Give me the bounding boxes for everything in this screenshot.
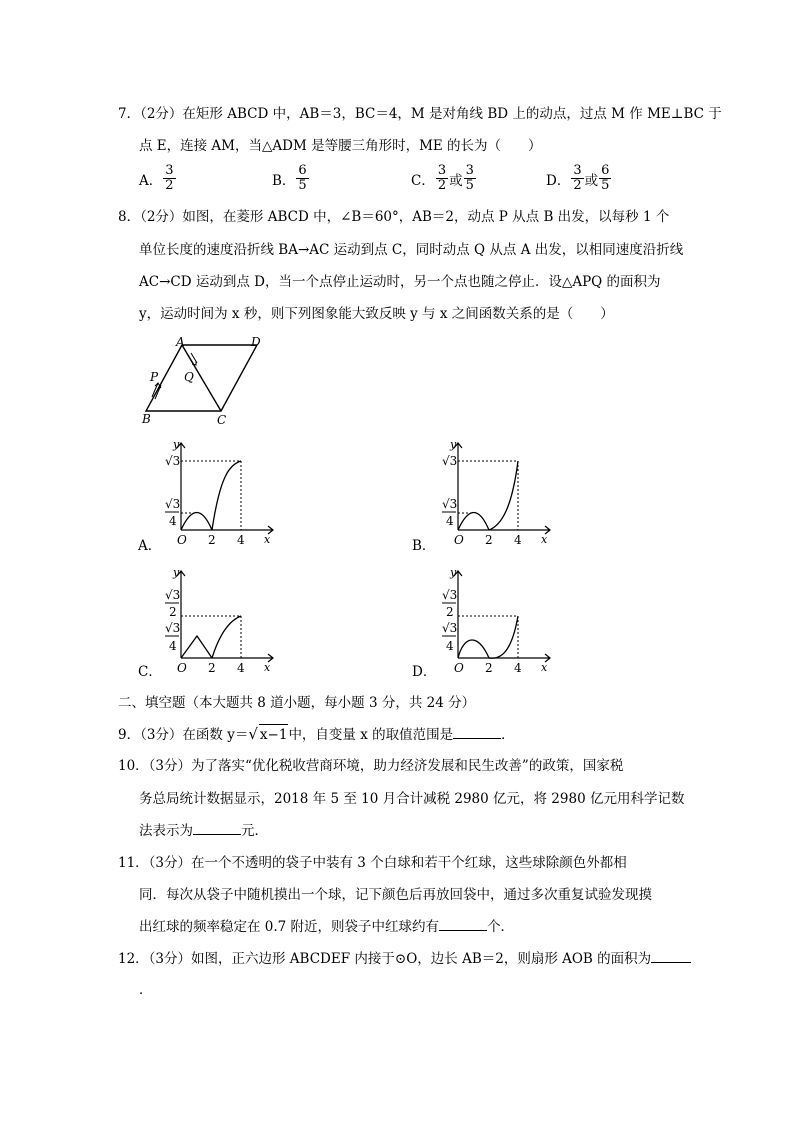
graph-a (155, 437, 285, 547)
tick-2: 2 (485, 661, 493, 675)
fraction: $\frac{3}{2}$ (573, 163, 582, 193)
q7-option-a[interactable]: A． $\frac{3}{2}$ (139, 163, 174, 193)
answer-blank[interactable] (439, 917, 487, 931)
label-q: Q (184, 370, 194, 384)
tick-root3-half-den: 2 (446, 605, 454, 619)
tick-4: 4 (237, 661, 245, 675)
fraction: $\frac{3}{2}$ (437, 163, 447, 193)
q10-line2: 务总局统计数据显示，2018 年 5 至 10 月合计减税 2980 亿元，将 2980 亿元用科学记数 (139, 791, 685, 807)
label-a: A (176, 335, 185, 349)
section-2-heading: 二、填空题（本大题共 8 道小题，每小题 3 分，共 24 分） (118, 695, 476, 711)
q10-line3: 法表示为 元． (139, 823, 268, 839)
q11-line1: 11．（3分）在一个不透明的袋子中装有 3 个白球和若干个红球，这些球除颜色外都相 (118, 855, 627, 871)
label-c: C (217, 413, 227, 427)
graph-a-label[interactable]: A． (138, 538, 162, 554)
label-d: D (251, 335, 261, 349)
q11-line3: 出红球的频率稳定在 0.7 附近，则袋子中红球约有 个． (139, 919, 515, 935)
fraction: $\frac{3}{5}$ (465, 163, 474, 193)
tick-root3-num: √3 (442, 497, 458, 511)
y-label: y (173, 438, 180, 451)
q7-option-d[interactable]: D． $\frac{3}{2}$ 或 $\frac{6}{5}$ (546, 163, 610, 193)
answer-blank[interactable] (651, 949, 691, 963)
rhombus-figure (140, 333, 270, 428)
origin-label: O (177, 533, 187, 547)
tick-2: 2 (208, 533, 216, 547)
tick-2: 2 (208, 661, 216, 675)
fraction: $\frac{6}{5}$ (298, 163, 307, 193)
label-p: P (150, 370, 159, 384)
y-label: y (173, 566, 180, 579)
q12-line2: ． (139, 982, 153, 998)
q8-line2: 单位长度的速度沿折线 BA→AC 运动到点 C，同时动点 Q 从点 A 出发，以相同速度沿折线 (139, 242, 684, 258)
graph-c (155, 565, 285, 675)
origin-label: O (177, 661, 187, 675)
graph-d-label[interactable]: D． (412, 664, 437, 680)
q7-option-b[interactable]: B． $\frac{6}{5}$ (272, 163, 307, 193)
fraction: $\frac{6}{5}$ (601, 163, 610, 193)
answer-blank[interactable] (453, 725, 501, 739)
label-b: B (142, 412, 151, 426)
q12-line1: 12．（3分）如图，正六边形 ABCDEF 内接于⊙O，边长 AB＝2，则扇形 AOB 的面积为 (118, 949, 691, 969)
origin-label: O (454, 661, 464, 675)
tick-root3: √3 (442, 454, 458, 468)
q7-line2: 点 E，连接 AM，当△ADM 是等腰三角形时，ME 的长为（ ） (139, 138, 542, 154)
tick-root3-half-den: 2 (169, 605, 177, 619)
fraction: $\frac{3}{2}$ (165, 163, 174, 193)
q11-line2: 同．每次从袋子中随机摸出一个球，记下颜色后再放回袋中，通过多次重复试验发现摸 (139, 887, 652, 903)
tick-root3-num: √3 (165, 621, 181, 635)
tick-root3-num: √3 (165, 497, 181, 511)
x-label: x (264, 533, 271, 546)
y-label: y (450, 438, 457, 451)
y-label: y (450, 566, 457, 579)
graph-c-label[interactable]: C． (138, 664, 162, 680)
radicand: x−1 (259, 724, 289, 745)
tick-root3: √3 (165, 454, 181, 468)
q7-option-c[interactable]: C． $\frac{3}{2}$ 或 $\frac{3}{5}$ (411, 163, 474, 193)
q7-line1: 7．（2分）在矩形 ABCD 中，AB＝3，BC＝4，M 是对角线 BD 上的动点，过点 M 作 ME⊥BC 于 (118, 106, 722, 122)
q10-line1: 10．（3分）为了落实“优化税收营商环境，助力经济发展和民生改善”的政策，国家税 (118, 758, 624, 774)
q8-line4: y，运动时间为 x 秒，则下列图象能大致反映 y 与 x 之间函数关系的是（ ） (139, 306, 614, 322)
graph-b-label[interactable]: B． (412, 538, 436, 554)
tick-root3-den: 4 (446, 639, 454, 653)
x-label: x (541, 533, 548, 546)
x-label: x (264, 661, 271, 674)
q9-line: 9．（3分）在函数 y＝√ x−1中，自变量 x 的取值范围是 ． (118, 725, 515, 743)
answer-blank[interactable] (193, 821, 241, 835)
tick-4: 4 (514, 661, 522, 675)
tick-2: 2 (485, 533, 493, 547)
tick-root3-den: 4 (169, 639, 177, 653)
x-label: x (541, 661, 548, 674)
origin-label: O (454, 533, 464, 547)
tick-root3-num: √3 (442, 621, 458, 635)
tick-root3-den: 4 (169, 514, 177, 528)
q8-line1: 8．（2分）如图，在菱形 ABCD 中，∠B＝60°，AB＝2，动点 P 从点 B 出发，以每秒 1 个 (118, 209, 670, 225)
graph-b (432, 437, 562, 547)
tick-root3-half-num: √3 (165, 588, 181, 602)
tick-root3-half-num: √3 (442, 588, 458, 602)
tick-4: 4 (514, 533, 522, 547)
graph-d (432, 565, 562, 675)
tick-root3-den: 4 (446, 514, 454, 528)
q8-line3: AC→CD 运动到点 D，当一个点停止运动时，另一个点也随之停止．设△APQ 的面积为 (139, 274, 661, 290)
tick-4: 4 (237, 533, 245, 547)
